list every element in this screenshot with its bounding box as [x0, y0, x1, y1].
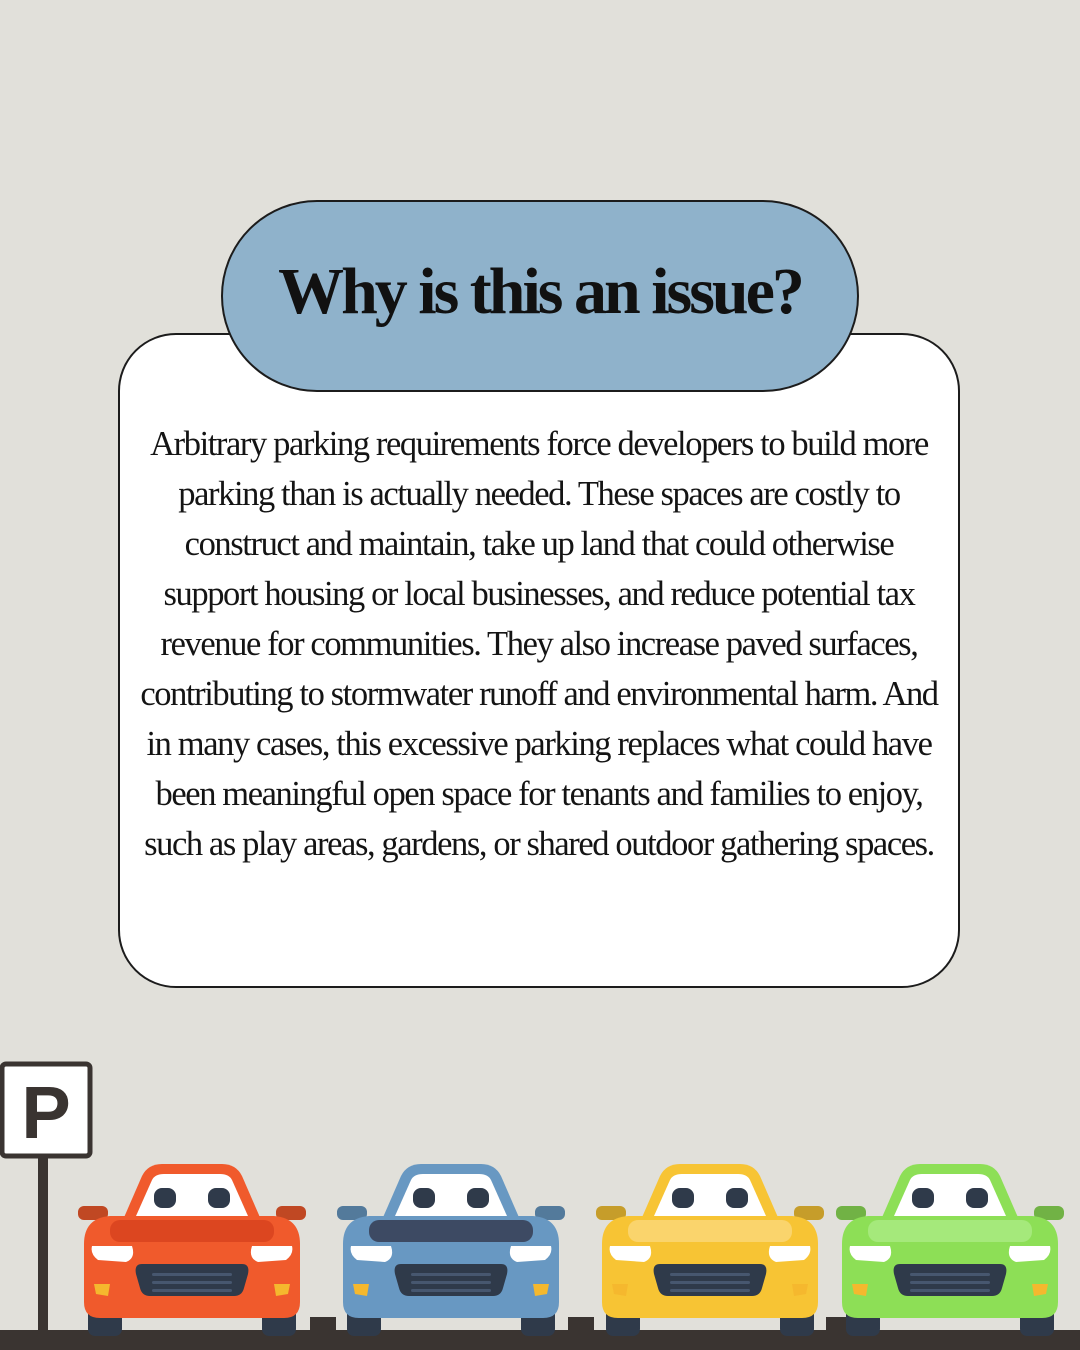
car-icon	[78, 1164, 306, 1336]
curb-block	[568, 1317, 594, 1333]
text-card	[118, 333, 960, 988]
page-title: Why is this an issue?	[278, 255, 802, 328]
parking-sign-letter: P	[21, 1071, 71, 1154]
parking-lot-illustration	[0, 1050, 1080, 1350]
curb-block	[310, 1317, 336, 1333]
car-icon	[596, 1164, 824, 1336]
body-text: Arbitrary parking requirements force developers to build more parking than is actually needed. These spaces are costly to construct and maintain, take up land that could otherwise support housing or local businesses, and reduce potential tax revenue for communities. They also increase paved surfaces, contributing to stormwater runoff and environmental harm. And in many cases, this excessive parking replaces what could have been meaningful open space for tenants and families to enjoy, such as play areas, gardens, or shared outdoor gathering spaces.	[140, 425, 938, 863]
car-icon	[836, 1164, 1064, 1336]
parking-sign-icon	[2, 1064, 90, 1335]
title-pill	[221, 200, 859, 392]
car-icon	[337, 1164, 565, 1336]
